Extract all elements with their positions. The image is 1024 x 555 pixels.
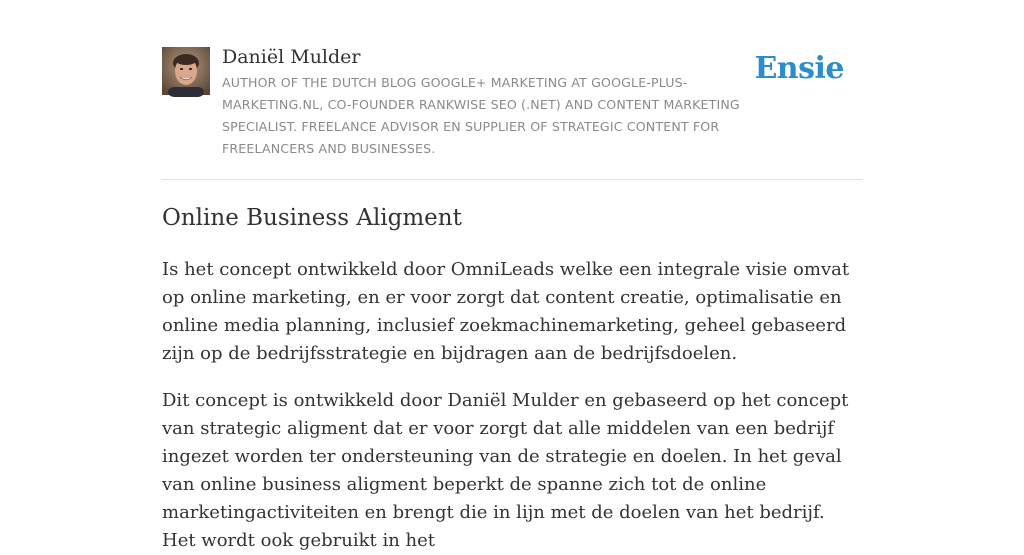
author-name[interactable]: Daniël Mulder [222, 46, 361, 68]
header-divider [162, 179, 862, 180]
author-header [162, 44, 862, 179]
author-info [222, 44, 782, 160]
author-bio: AUTHOR OF THE DUTCH BLOG GOOGLE+ MARKETING AT GOOGLE-PLUS-MARKETING.NL, CO-FOUNDER RANKWISE SEO (.NET) AND CONTENT MARKETING SPECIALIST. FREELANCE ADVISOR EN SUPPLIER OF STRATEGIC CONTENT FOR FREELANCERS AND BUSINESSES. [222, 75, 740, 156]
avatar-portrait-icon [162, 47, 210, 95]
article-paragraph: Dit concept is ontwikkeld door Daniël Mulder en gebaseerd op het concept van strategic aligment dat er voor zorgt dat alle middelen van een bedrijf ingezet worden ter ondersteuning van de strategie en doelen. In het geval van online business aligment beperkt de spanne zich tot de online marketingactiviteiten en brengt die in lijn met de doelen van het bedrijf. Het wordt ook gebruikt in het [162, 390, 849, 551]
brand-logo[interactable]: Ensie [754, 51, 844, 86]
article [162, 198, 862, 555]
article-paragraph: Is het concept ontwikkeld door OmniLeads welke een integrale visie omvat op online marketing, en er voor zorgt dat content creatie, optimalisatie en online media planning, inclusief zoekmachinemarketing, geheel gebaseerd zijn op de bedrijfsstrategie en bijdragen aan de bedrijfsdoelen. [162, 259, 850, 364]
author-avatar[interactable] [162, 47, 210, 95]
article-title: Online Business Aligment [162, 205, 462, 231]
